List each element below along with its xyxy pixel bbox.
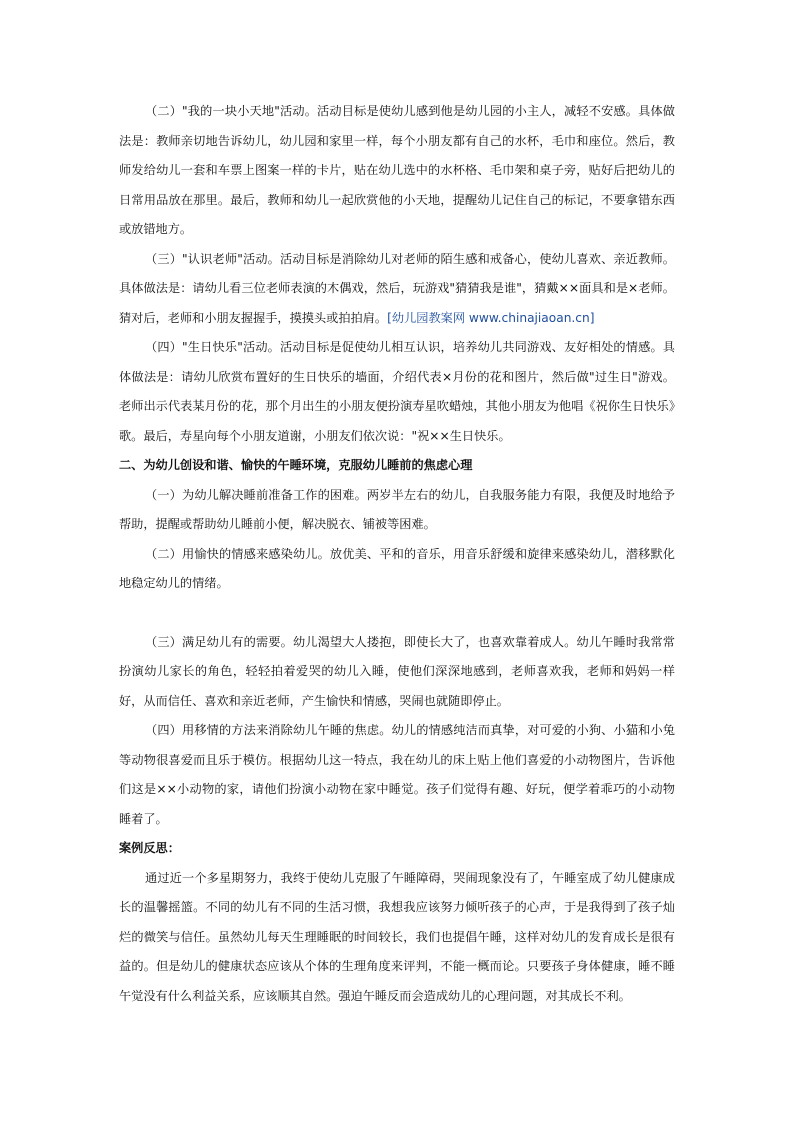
- section-heading-reflection: 案例反思：: [119, 841, 180, 855]
- paragraph-my-little-space: （二）"我的一块小天地"活动。活动目标是使幼儿感到他是幼儿园的小主人，减轻不安感。具体做法是：教师亲切地告诉幼儿，幼儿园和家里一样，每个小朋友都有自己的水杯，毛巾和座位。然后，教师发给幼儿一套和车票上图案一样的卡片，贴在幼儿选中的水杯格、毛巾架和桌子旁，贴好后把幼儿的日常用品放在那里。最后，教师和幼儿一起欣赏他的小天地，提醒幼儿记住自己的标记，不要拿错东西或放错地方。: [119, 104, 675, 236]
- paragraph-meet-needs: （三）满足幼儿有的需要。幼儿渴望大人搂抱，即使长大了，也喜欢靠着成人。幼儿午睡时我常常扮演幼儿家长的角色，轻轻拍着爱哭的幼儿入睡，使他们深深地感到，老师喜欢我，老师和妈妈一样好，从而信任、喜欢和亲近老师，产生愉快和情感，哭闹也就随即停止。: [119, 634, 675, 708]
- source-link[interactable]: [幼儿园教案网 www.chinajiaoan.cn]: [387, 310, 595, 325]
- paragraph-reflection: 通过近一个多星期努力，我终于使幼儿克服了午睡障碍，哭闹现象没有了，午睡室成了幼儿健康成长的温馨摇篮。不同的幼儿有不同的生活习惯，我想我应该努力倾听孩子的心声，于是我得到了孩子灿烂的微笑与信任。虽然幼儿每天生理睡眠的时间较长，我们也提倡午睡，这样对幼儿的发育成长是很有益的。但是幼儿的健康状态应该从个体的生理角度来评判，不能一概而论。只要孩子身体健康，睡不睡午觉没有什么利益关系，应该顺其自然。强迫午睡反而会造成幼儿的心理问题，对其成长不利。: [119, 870, 675, 1003]
- blank-gap: [119, 599, 675, 628]
- paragraph-nap-preparation: （一）为幼儿解决睡前准备工作的困难。两岁半左右的幼儿，自我服务能力有限，我便及时地给予帮助，提醒或帮助幼儿睡前小便，解决脱衣、铺被等困难。: [119, 487, 675, 531]
- paragraph-happy-birthday: （四）"生日快乐"活动。活动目标是促使幼儿相互认识，培养幼儿共同游戏、友好相处的情感。具体做法是：请幼儿欣赏布置好的生日快乐的墙面，介绍代表×月份的花和图片，然后做"过生日"游戏。老师出示代表某月份的花，那个月出生的小朋友便扮演寿星吹蜡烛，其他小朋友为他唱《祝你生日快乐》歌。最后，寿星向每个小朋友道谢，小朋友们依次说："祝××生日快乐。: [119, 340, 675, 443]
- paragraph-know-teacher: [119, 245, 675, 334]
- section-heading-nap-environment: 二、为幼儿创设和谐、愉快的午睡环境，克服幼儿睡前的焦虑心理: [119, 458, 473, 472]
- document-body: [119, 97, 675, 1011]
- paragraph-music-emotion: （二）用愉快的情感来感染幼儿。放优美、平和的音乐，用音乐舒缓和旋律来感染幼儿，潜移默化地稳定幼儿的情绪。: [119, 546, 675, 590]
- paragraph-empathy-method: （四）用移情的方法来消除幼儿午睡的焦虑。幼儿的情感纯洁而真挚，对可爱的小狗、小猫和小兔等动物很喜爱而且乐于模仿。根据幼儿这一特点，我在幼儿的床上贴上他们喜爱的小动物图片，告诉他们这是××小动物的家，请他们扮演小动物在家中睡觉。孩子们觉得有趣、好玩，便学着乖巧的小动物睡着了。: [119, 723, 675, 826]
- paragraph-know-teacher-text: （三）"认识老师"活动。活动目标是消除幼儿对老师的陌生感和戒备心，使幼儿喜欢、亲近教师。具体做法是：请幼儿看三位老师表演的木偶戏，然后，玩游戏"猜猜我是谁"，猜戴××面具和是×老师。猜对后，老师和小朋友握握手，摸摸头或拍拍肩。: [119, 251, 675, 325]
